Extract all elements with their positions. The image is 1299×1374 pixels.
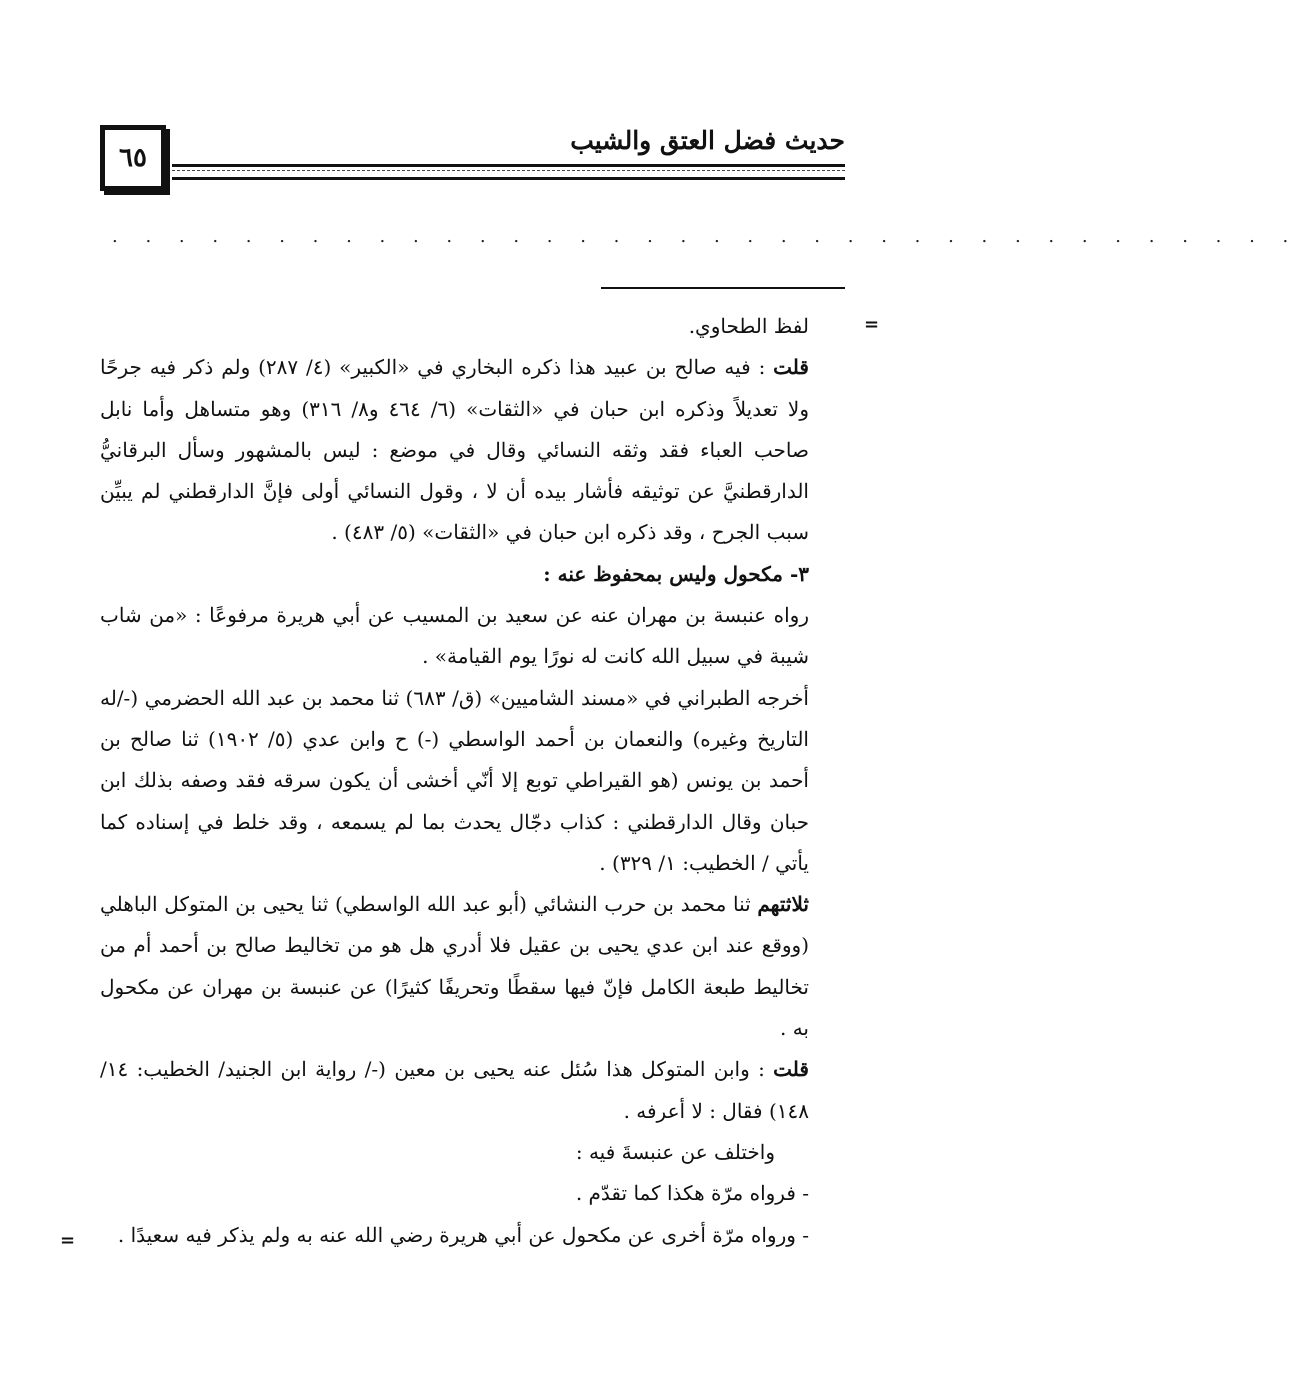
paragraph	[100, 1132, 809, 1173]
paragraph-text: - ورواه مرّة أخرى عن مكحول عن أبي هريرة رضي الله عنه به ولم يذكر فيه سعيدًا .	[117, 1222, 809, 1247]
paragraph-text: واختلف عن عنبسةَ فيه :	[575, 1139, 775, 1164]
list-item	[100, 1215, 809, 1256]
paragraph	[100, 595, 809, 678]
paragraph-text: - فرواه مرّة هكذا كما تقدّم .	[575, 1181, 809, 1206]
footnote-body	[100, 306, 809, 1256]
paragraph-text: ثنا محمد بن حرب النشائي (أبو عبد الله الواسطي) ثنا يحيى بن المتوكل الباهلي (ووقع عند ابن عدي يحيى بن عقيل فلا أدري هل هو من تخاليط صالح بن أحمد أم من تخاليط طبعة الكامل فإنّ فيها سقطًا وتحريفًا كثيرًا) عن عنبسة بن مهران عن مكحول به .	[100, 892, 809, 1041]
section-heading	[100, 554, 809, 595]
header-rule	[172, 164, 845, 180]
page-number-box	[100, 125, 166, 191]
list-item	[100, 1173, 809, 1214]
paragraph-lead: ٣- مكحول وليس بمحفوظ عنه :	[543, 561, 809, 586]
paragraph-lead: قلت	[773, 355, 809, 380]
paragraph	[100, 306, 809, 347]
header-rule-inner	[172, 170, 845, 171]
footnote-separator-dots: . . . . . . . . . . . . . . . . . . . . . . . . . . . . . . . . . . . .	[112, 226, 1299, 247]
paragraph	[100, 884, 809, 1049]
paragraph	[100, 678, 809, 884]
footnote-rule	[601, 287, 845, 289]
paragraph	[100, 1049, 809, 1132]
continuation-mark-top: =	[864, 314, 880, 335]
paragraph	[100, 347, 809, 553]
paragraph-text: أخرجه الطبراني في «مسند الشاميين» (ق/ ٦٨٣) ثنا محمد بن عبد الله الحضرمي (-/له التاريخ وغيره) والنعمان بن أحمد الواسطي (-) ح وابن عدي (٥/ ١٩٠٢) ثنا صالح بن أحمد بن يونس (هو القيراطي توبع إلا أنّي أخشى أن يكون سرقه فقد وصفه بذلك ابن حبان وقال الدارقطني : كذاب دجّال يحدث بما لم يسمعه ، وقد خلط في إسناده كما يأتي / الخطيب: ١/ ٣٢٩) .	[100, 685, 809, 875]
continuation-mark-bottom: =	[60, 1230, 76, 1251]
paragraph-lead: قلت	[773, 1057, 809, 1082]
paragraph-text: لفظ الطحاوي.	[688, 314, 809, 338]
page-number: ٦٥	[119, 143, 147, 173]
paragraph-text: رواه عنبسة بن مهران عنه عن سعيد بن المسيب عن أبي هريرة مرفوعًا : «من شاب شيبة في سبيل الله كانت له نورًا يوم القيامة» .	[100, 603, 809, 669]
running-header-title: حديث فضل العتق والشيب	[570, 126, 845, 155]
paragraph-lead: ثلاثتهم	[757, 892, 809, 917]
paragraph-text: : وابن المتوكل هذا سُئل عنه يحيى بن معين (-/ رواية ابن الجنيد/ الخطيب: ١٤/ ١٤٨) فقال : لا أعرفه .	[100, 1057, 809, 1123]
paragraph-text: : فيه صالح بن عبيد هذا ذكره البخاري في «الكبير» (٤/ ٢٨٧) ولم ذكر فيه جرحًا ولا تعديلاً وذكره ابن حبان في «الثقات» (٦/ ٤٦٤ و٨/ ٣١٦) وهو متساهل وأما نابل صاحب العباء فقد وثقه النسائي وقال في موضع : ليس بالمشهور وسأل البرقانيُّ الدارقطنيَّ عن توثيقه فأشار بيده أن لا ، وقول النسائي أولى فإنَّ الدارقطني لم يبيِّن سبب الجرح ، وقد ذكره ابن حبان في «الثقات» (٥/ ٤٨٣) .	[100, 355, 809, 545]
